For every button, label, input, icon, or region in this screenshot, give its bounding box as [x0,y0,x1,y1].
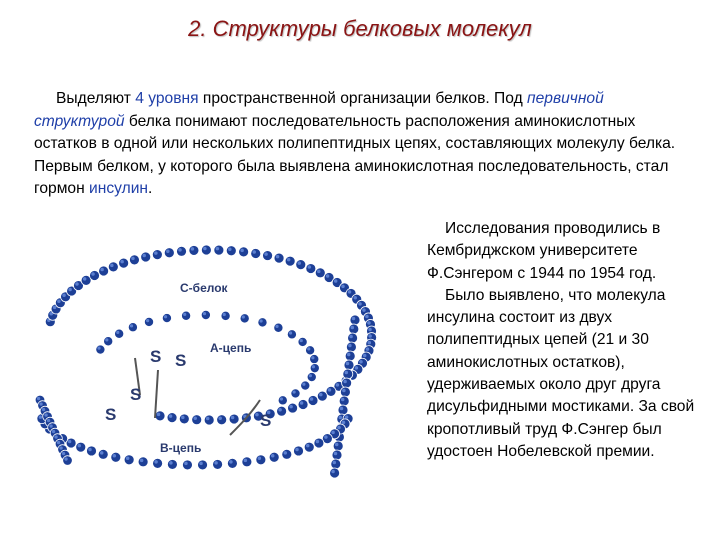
c-peptide-bead [296,260,306,270]
bead-highlight [280,397,283,400]
bead-highlight [120,260,124,264]
bead-highlight [331,470,335,474]
c-peptide-bead [179,414,189,424]
bead-highlight [110,264,114,268]
b-chain-bead [340,387,350,397]
bead-highlight [49,424,52,427]
bead-highlight [53,306,57,310]
bead-highlight [334,452,338,456]
bead-highlight [252,250,256,254]
insulin-term: инсулин [89,180,149,197]
b-chain-bead [348,333,358,343]
bead-highlight [166,249,170,253]
b-chain-bead [345,351,355,361]
bead-highlight [310,397,314,401]
bead-highlight [346,362,350,366]
bead-highlight [259,319,262,322]
bead-highlight [331,431,335,435]
b-chain-bead [343,369,353,379]
primary-structure-term: первичной структурой [34,90,604,130]
a-chain-bead [310,364,319,373]
bead-highlight [348,290,352,294]
intro-text-3: белка понимают последовательность расположения аминокислотных остатков в одной или нескольких полипептидных цепях, составляющих молекулу белка. Первым белком, у которого была выявлена аминокислотная последовательность, стал гормон [34,112,676,197]
c-peptide-bead [177,246,187,256]
bead-highlight [240,249,244,253]
b-chain-bead [330,468,340,478]
b-chain-label: В-цепь [160,441,202,455]
c-peptide-bead [226,246,236,256]
bead-highlight [146,319,149,322]
bead-highlight [343,380,347,384]
bead-highlight [362,308,366,312]
bead-highlight [154,251,158,255]
bead-highlight [183,313,186,316]
a-chain-bead [162,313,171,322]
c-peptide-bead [201,245,211,255]
bead-highlight [358,302,362,306]
c-peptide-bead [90,270,100,280]
c-peptide-bead [317,391,327,401]
bead-highlight [157,413,161,417]
bead-highlight [169,461,173,465]
bead-highlight [368,334,372,338]
bead-highlight [258,457,262,461]
bead-highlight [231,416,235,420]
bead-highlight [218,417,222,421]
bead-highlight [287,258,291,262]
c-peptide-bead [315,268,325,278]
side-paragraph-2-text: Было выявлено, что молекула инсулина состоит из двух полипептидных цепей (21 и 30 аминокислотных остатков), удерживаемых около друг друга дисульфидными мостиками. За свой кропотливый труд Ф.Сэнгер был удостоен Нобелевской премии. [427,286,695,460]
b-chain-bead [333,441,343,451]
bridge-2 [155,370,158,418]
b-chain-bead [227,458,237,468]
bead-highlight [317,270,321,274]
bead-highlight [91,272,95,276]
a-chain-bead [181,311,190,320]
bead-highlight [113,454,117,458]
diagram-labels [105,281,271,455]
bead-highlight [355,366,359,370]
a-chain-bead [201,310,210,319]
b-chain-bead [344,360,354,370]
c-peptide-bead [251,248,261,258]
bead-highlight [193,416,197,420]
bead-highlight [130,324,133,327]
b-chain-bead [342,378,352,388]
c-peptide-bead [164,248,174,258]
bead-highlight [365,315,369,319]
bead-highlight [223,313,226,316]
bead-highlight [255,413,258,417]
a-chain-bead [310,355,319,364]
bead-highlight [289,331,292,334]
bead-highlight [203,247,207,251]
bead-highlight [88,448,92,452]
bead-highlight [333,461,337,465]
bead-highlight [154,460,158,464]
amino-acid-beads [35,245,376,478]
s-label: S [130,385,142,404]
c-peptide-bead [306,264,316,274]
bead-highlight [242,315,245,318]
c-peptide-bead [263,251,273,261]
bead-highlight [57,300,61,304]
c-peptide-label: С-белок [180,281,228,295]
bead-highlight [347,353,351,357]
b-chain-bead [350,315,360,325]
b-chain-bead [314,438,324,448]
bead-highlight [348,344,352,348]
b-chain-bead [153,458,163,468]
bead-highlight [142,254,146,257]
bead-highlight [75,282,79,286]
levels-highlight: 4 уровня [135,90,199,107]
bead-highlight [105,338,108,341]
bead-highlight [293,390,296,393]
bead-highlight [276,255,280,259]
b-chain-bead [331,459,341,469]
bead-highlight [363,354,367,358]
bead-highlight [341,285,345,289]
bead-highlight [116,331,119,334]
insulin-structure-diagram [30,240,410,480]
a-chain-bead [144,317,153,326]
b-chain-bead [332,450,342,460]
bead-highlight [178,248,182,252]
side-paragraph-1-text: Исследования проводились в Кембриджском университете Ф.Сэнгером с 1944 по 1954 год. [427,220,661,282]
bead-highlight [324,435,328,439]
c-peptide-bead [189,245,199,255]
b-chain-bead [198,460,208,470]
bead-highlight [164,315,167,318]
bead-highlight [39,415,43,419]
bead-highlight [352,317,356,321]
a-chain-bead [307,372,316,381]
b-chain-bead [111,452,121,462]
bead-highlight [97,347,100,350]
a-chain-bead [128,323,137,332]
a-chain-bead [274,323,283,332]
bead-highlight [140,459,144,463]
bead-highlight [335,443,339,447]
bead-highlight [68,440,72,444]
bead-highlight [44,413,47,416]
c-peptide-bead [192,415,202,425]
b-chain-bead [86,446,96,456]
bead-highlight [349,335,353,339]
bead-highlight [126,457,130,461]
bead-highlight [302,383,305,386]
c-peptide-bead [141,252,151,262]
bead-highlight [37,397,40,400]
bead-highlight [131,257,135,261]
bead-highlight [341,398,345,402]
bead-highlight [52,430,55,433]
bead-highlight [311,356,314,359]
c-peptide-bead [288,403,298,413]
bead-highlight [359,360,363,364]
bead-highlight [300,401,304,405]
bead-highlight [206,417,210,421]
bead-highlight [64,457,67,460]
b-chain-bead [182,460,192,470]
bead-highlight [368,328,372,332]
s-label: S [105,405,117,424]
b-chain-bead [138,457,148,467]
c-peptide-bead [274,253,284,263]
b-chain-bead [294,446,304,456]
b-chain-bead [304,442,314,452]
bead-highlight [368,341,372,345]
bead-highlight [345,415,349,419]
bead-highlight [100,268,104,272]
bead-highlight [300,339,303,342]
b-chain-bead [98,449,108,459]
bead-highlight [169,414,173,418]
bead-highlight [319,393,323,397]
bead-highlight [340,407,344,411]
bead-highlight [228,247,232,251]
b-chain-bead [346,342,356,352]
c-peptide-bead [129,255,139,265]
bead-highlight [307,347,310,350]
bead-highlight [216,247,220,251]
bead-highlight [308,265,312,269]
bead-highlight [275,325,278,328]
a-chain-bead [287,330,296,339]
bead-highlight [54,435,57,438]
bead-highlight [100,451,104,455]
a-chain-bead [291,389,300,398]
bead-highlight [244,459,248,463]
b-chain-bead [349,324,359,334]
a-chain-bead [240,314,249,323]
bead-highlight [342,421,346,425]
side-paragraph-1 [427,218,697,285]
bead-highlight [328,388,332,392]
intro-text-1: Выделяют [56,90,136,107]
a-chain-bead [115,329,124,338]
s-label: S [260,411,272,430]
c-peptide-bead [277,406,287,416]
bead-highlight [353,296,357,300]
bead-highlight [336,383,340,387]
a-chain-label: А-цепь [210,341,252,355]
b-chain-bead [269,452,279,462]
bead-highlight [184,462,188,466]
a-chain-bead [301,381,310,390]
intro-text-4: . [148,180,153,197]
bead-highlight [309,374,312,377]
intro-text-2: пространственной организации белков. Под [198,90,528,107]
c-peptide-bead [229,414,239,424]
b-chain-bead [339,396,349,406]
bead-highlight [351,326,355,330]
b-chain-bead [242,457,252,467]
side-text [427,218,697,463]
bead-highlight [181,416,185,420]
intro-paragraph [34,88,688,201]
bead-highlight [78,444,82,448]
a-chain-bead [306,346,315,355]
bead-highlight [306,444,310,448]
b-chain-bead [213,459,223,469]
side-paragraph-2 [427,285,697,463]
bead-highlight [264,252,268,256]
bead-highlight [284,451,288,455]
bead-highlight [214,461,218,465]
c-peptide-bead [239,247,249,257]
b-chain-bead [76,442,86,452]
bead-highlight [345,371,349,375]
bead-highlight [191,247,195,251]
bead-highlight [39,402,42,405]
b-chain-bead [256,455,266,465]
bead-highlight [68,288,72,292]
a-chain-bead [258,318,267,327]
bead-highlight [229,460,233,464]
c-peptide-bead [155,411,165,421]
s-label: S [150,347,162,366]
bead-highlight [367,321,371,325]
bead-highlight [342,389,346,393]
c-peptide-bead [204,415,214,425]
s-label: S [175,351,187,370]
bead-highlight [326,274,330,278]
bead-highlight [295,448,299,452]
bead-highlight [334,279,338,283]
c-peptide-bead [152,250,162,260]
c-peptide-bead [214,245,224,255]
bead-highlight [366,347,370,351]
bead-highlight [337,426,341,430]
b-chain-bead [63,456,73,466]
slide-title: 2. Структуры белковых молекул [188,16,532,41]
a-chain-bead [298,337,307,346]
a-chain-bead [104,337,113,346]
a-chain-bead [221,311,230,320]
bead-highlight [203,312,206,315]
b-chain-bead [124,455,134,465]
bead-highlight [312,365,315,368]
bead-highlight [316,440,320,444]
c-peptide-bead [298,400,308,410]
bead-highlight [339,416,343,420]
bead-highlight [289,405,293,409]
a-chain-bead [278,396,287,405]
b-chain-bead [282,449,292,459]
bead-highlight [42,408,45,411]
c-peptide-bead [108,262,118,272]
bead-highlight [62,452,65,455]
c-peptide-bead [99,266,109,276]
bead-highlight [278,408,282,412]
b-chain-bead [167,459,177,469]
bead-highlight [47,419,50,422]
c-peptide-bead [167,413,177,423]
bead-highlight [271,454,275,458]
bead-highlight [298,261,302,265]
bead-highlight [59,446,62,449]
a-chain-bead [96,345,105,354]
bead-highlight [199,462,203,466]
bead-highlight [57,441,60,444]
c-peptide-bead [119,258,129,268]
c-peptide-bead [308,396,318,406]
bead-highlight [83,277,87,281]
c-peptide-bead [217,415,227,425]
bead-highlight [62,294,66,298]
c-peptide-bead [285,256,295,266]
